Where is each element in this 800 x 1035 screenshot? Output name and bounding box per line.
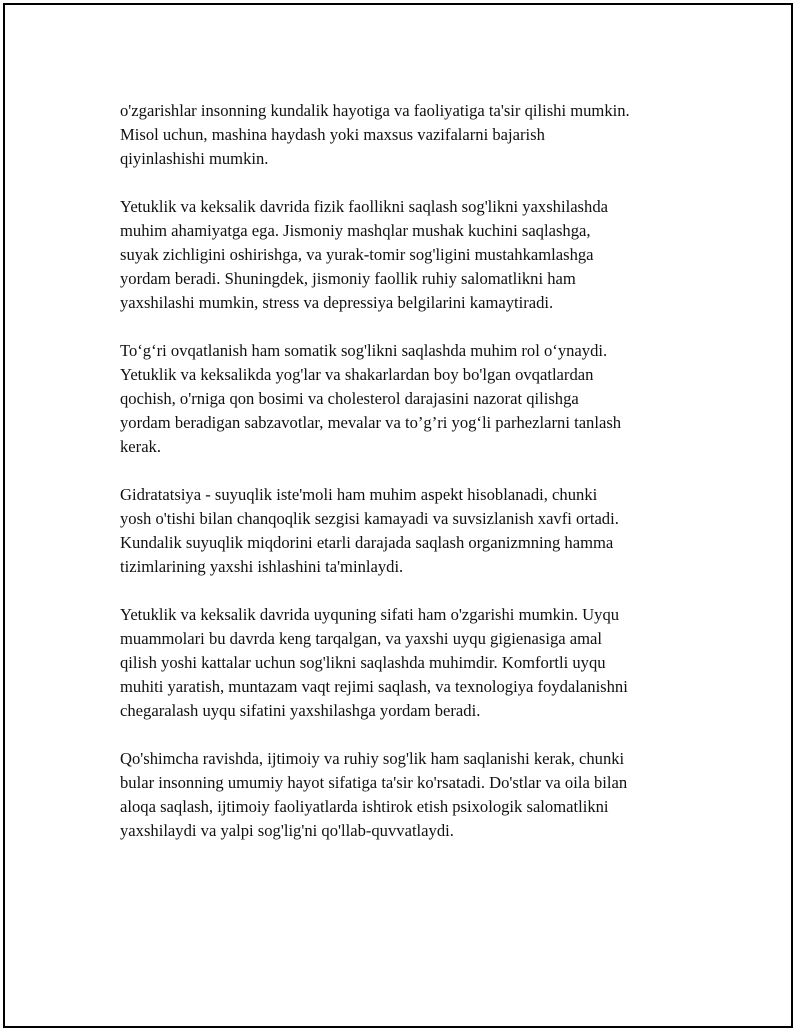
paragraph-line: yordam beradi. Shuningdek, jismoniy faollik ruhiy salomatlikni ham [120,269,576,288]
paragraph-line: kerak. [120,437,161,456]
paragraph-line: Qo'shimcha ravishda, ijtimoiy va ruhiy sog'lik ham saqlanishi kerak, chunki [120,749,625,768]
paragraph-line: yordam beradigan sabzavotlar, mevalar va to’g’ri yog‘li parhezlarni tanlash [120,413,622,432]
paragraph-line: yaxshilashi mumkin, stress va depressiya belgilarini kamaytiradi. [120,293,554,312]
page-frame [3,3,793,1028]
paragraph-line: o'zgarishlar insonning kundalik hayotiga va faoliyatiga ta'sir qilishi mumkin. [120,101,630,120]
paragraph-line: tizimlarining yaxshi ishlashini ta'minlaydi. [120,557,404,576]
paragraph-line: qiyinlashishi mumkin. [120,149,269,168]
paragraph-line: To‘g‘ri ovqatlanish ham somatik sog'likni saqlashda muhim rol o‘ynaydi. [120,341,608,360]
paragraph-4 [120,483,710,579]
paragraph-line: aloqa saqlash, ijtimoiy faoliyatlarda ishtirok etish psixologik salomatlikni [120,797,609,816]
paragraph-line: yaxshilaydi va yalpi sog'lig'ni qo'llab-quvvatlaydi. [120,821,454,840]
paragraph-line: qilish yoshi kattalar uchun sog'likni saqlashda muhimdir. Komfortli uyqu [120,653,606,672]
paragraph-line: Gidratatsiya - suyuqlik iste'moli ham muhim aspekt hisoblanadi, chunki [120,485,598,504]
paragraph-line: Kundalik suyuqlik miqdorini etarli darajada saqlash organizmning hamma [120,533,614,552]
paragraph-line: Yetuklik va keksalikda yog'lar va shakarlardan boy bo'lgan ovqatlardan [120,365,594,384]
paragraph-line: suyak zichligini oshirishga, va yurak-tomir sog'ligini mustahkamlashga [120,245,594,264]
paragraph-line: bular insonning umumiy hayot sifatiga ta'sir ko'rsatadi. Do'stlar va oila bilan [120,773,628,792]
paragraph-1 [120,99,710,171]
paragraph-line: yosh o'tishi bilan chanqoqlik sezgisi kamayadi va suvsizlanish xavfi ortadi. [120,509,619,528]
document-body [120,99,710,867]
paragraph-2 [120,195,710,315]
paragraph-line: muammolari bu davrda keng tarqalgan, va yaxshi uyqu gigienasiga amal [120,629,602,648]
paragraph-line: muhiti yaratish, muntazam vaqt rejimi saqlash, va texnologiya foydalanishni [120,677,628,696]
paragraph-line: Yetuklik va keksalik davrida uyquning sifati ham o'zgarishi mumkin. Uyqu [120,605,620,624]
paragraph-line: muhim ahamiyatga ega. Jismoniy mashqlar mushak kuchini saqlashga, [120,221,591,240]
paragraph-line: Yetuklik va keksalik davrida fizik faollikni saqlash sog'likni yaxshilashda [120,197,608,216]
paragraph-5 [120,603,710,723]
paragraph-line: Misol uchun, mashina haydash yoki maxsus vazifalarni bajarish [120,125,545,144]
paragraph-line: qochish, o'rniga qon bosimi va cholesterol darajasini nazorat qilishga [120,389,579,408]
paragraph-6 [120,747,710,843]
paragraph-3 [120,339,710,459]
paragraph-line: chegaralash uyqu sifatini yaxshilashga yordam beradi. [120,701,481,720]
